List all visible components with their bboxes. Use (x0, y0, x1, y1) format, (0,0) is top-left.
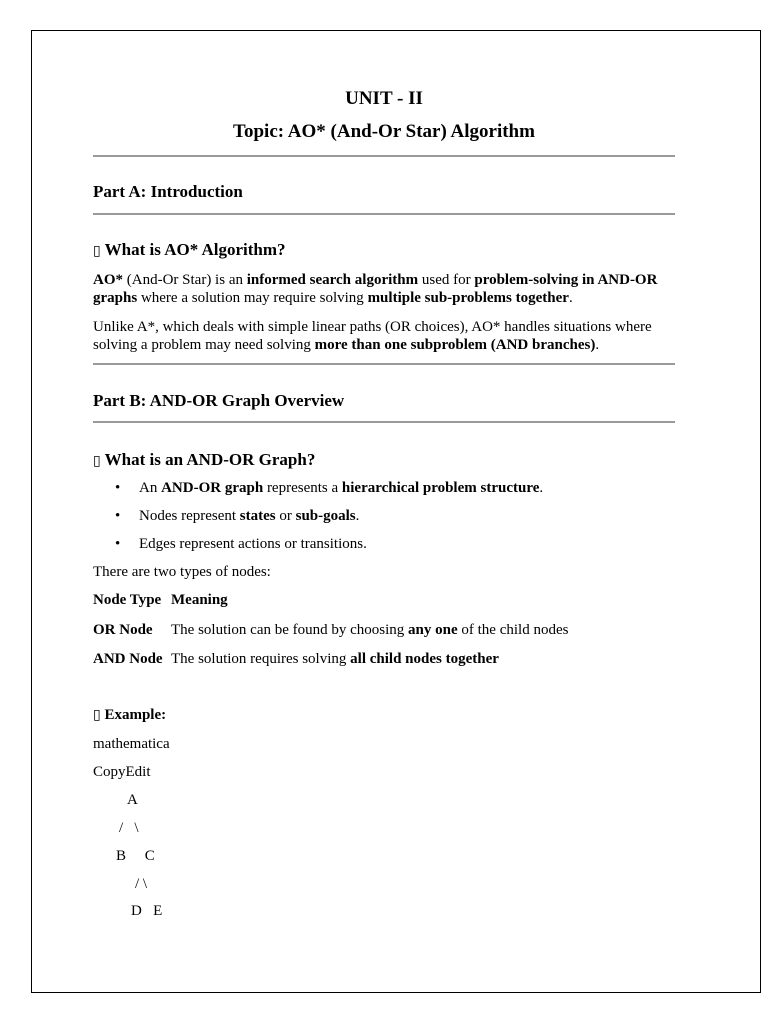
tree-nodes-b-c: B C (116, 848, 155, 864)
part-a-question-heading (93, 240, 286, 260)
term: sub-goals (295, 508, 356, 524)
text: An (139, 480, 162, 496)
header-text: Node Type (93, 592, 162, 608)
term: states (239, 508, 276, 524)
bullet-icon: • (115, 508, 121, 524)
part-b-heading: Part B: AND-OR Graph Overview (93, 391, 345, 410)
part-b-question-heading (93, 450, 315, 470)
term-informed-search: informed search algorithm (246, 272, 419, 288)
table-cell-meaning (171, 622, 568, 639)
question-text: What is AO* Algorithm? (104, 240, 286, 259)
list-item (139, 508, 359, 525)
list-item (139, 536, 367, 553)
bullet-icon: • (115, 480, 121, 496)
term: AND-OR graph (161, 480, 264, 496)
text: Nodes represent (139, 508, 240, 524)
text: Edges represent actions or transitions. (139, 536, 367, 552)
table-header-meaning (171, 592, 228, 609)
text: or (275, 508, 296, 524)
table-cell-type (93, 622, 153, 639)
text: The solution requires solving (171, 651, 351, 667)
tree-edges-a: / \ (119, 820, 139, 836)
ao-comparison-paragraph (93, 318, 675, 354)
placeholder-box-icon: ▯ (93, 707, 101, 723)
question-text: What is an AND-OR Graph? (104, 450, 316, 469)
text: of the child nodes (457, 622, 569, 638)
copy-edit-label: CopyEdit (93, 764, 151, 780)
term: any one (408, 622, 458, 638)
table-cell-type (93, 651, 163, 668)
table-header-node-type (93, 592, 161, 609)
text: used for (418, 272, 475, 288)
text: where a solution may require solving (137, 290, 368, 306)
example-heading (93, 707, 166, 724)
divider (93, 155, 675, 157)
term: all child nodes together (350, 651, 499, 667)
topic-title: Topic: AO* (And-Or Star) Algorithm (233, 121, 535, 142)
placeholder-box-icon: ▯ (93, 243, 101, 259)
text: . (568, 290, 573, 306)
bullet-icon: • (115, 536, 121, 552)
divider (93, 363, 675, 365)
example-label: Example: (104, 707, 167, 723)
ao-definition-paragraph (93, 271, 675, 307)
divider (93, 213, 675, 215)
tree-edges-c: / \ (135, 876, 148, 892)
term-and-or-graphs: problem-solving in AND-OR graphs (93, 272, 658, 306)
divider (93, 421, 675, 423)
placeholder-box-icon: ▯ (93, 453, 101, 469)
cell-text: OR Node (93, 622, 153, 638)
term-multiple-subproblems: multiple sub-problems together (367, 290, 569, 306)
text: . (595, 337, 600, 353)
unit-title: UNIT - II (345, 88, 423, 109)
text: The solution can be found by choosing (171, 622, 409, 638)
code-language-label: mathematica (93, 736, 170, 752)
list-item (139, 480, 543, 497)
part-a-heading: Part A: Introduction (93, 182, 243, 201)
table-cell-meaning (171, 651, 499, 668)
text: . (539, 480, 544, 496)
text: represents a (263, 480, 342, 496)
text: (And-Or Star) is an (123, 272, 247, 288)
text: . (355, 508, 360, 524)
header-text: Meaning (171, 592, 228, 608)
term-and-branches: more than one subproblem (AND branches) (314, 337, 596, 353)
term-ao: AO* (93, 272, 123, 288)
term: hierarchical problem structure (341, 480, 540, 496)
cell-text: AND Node (93, 651, 163, 667)
tree-node-a: A (127, 792, 138, 808)
tree-nodes-d-e: D E (131, 903, 163, 919)
text: Unlike A*, which deals with simple linear paths (OR choices), AO* handles situations where solving a problem may need solving (93, 319, 652, 353)
node-types-intro: There are two types of nodes: (93, 564, 271, 580)
